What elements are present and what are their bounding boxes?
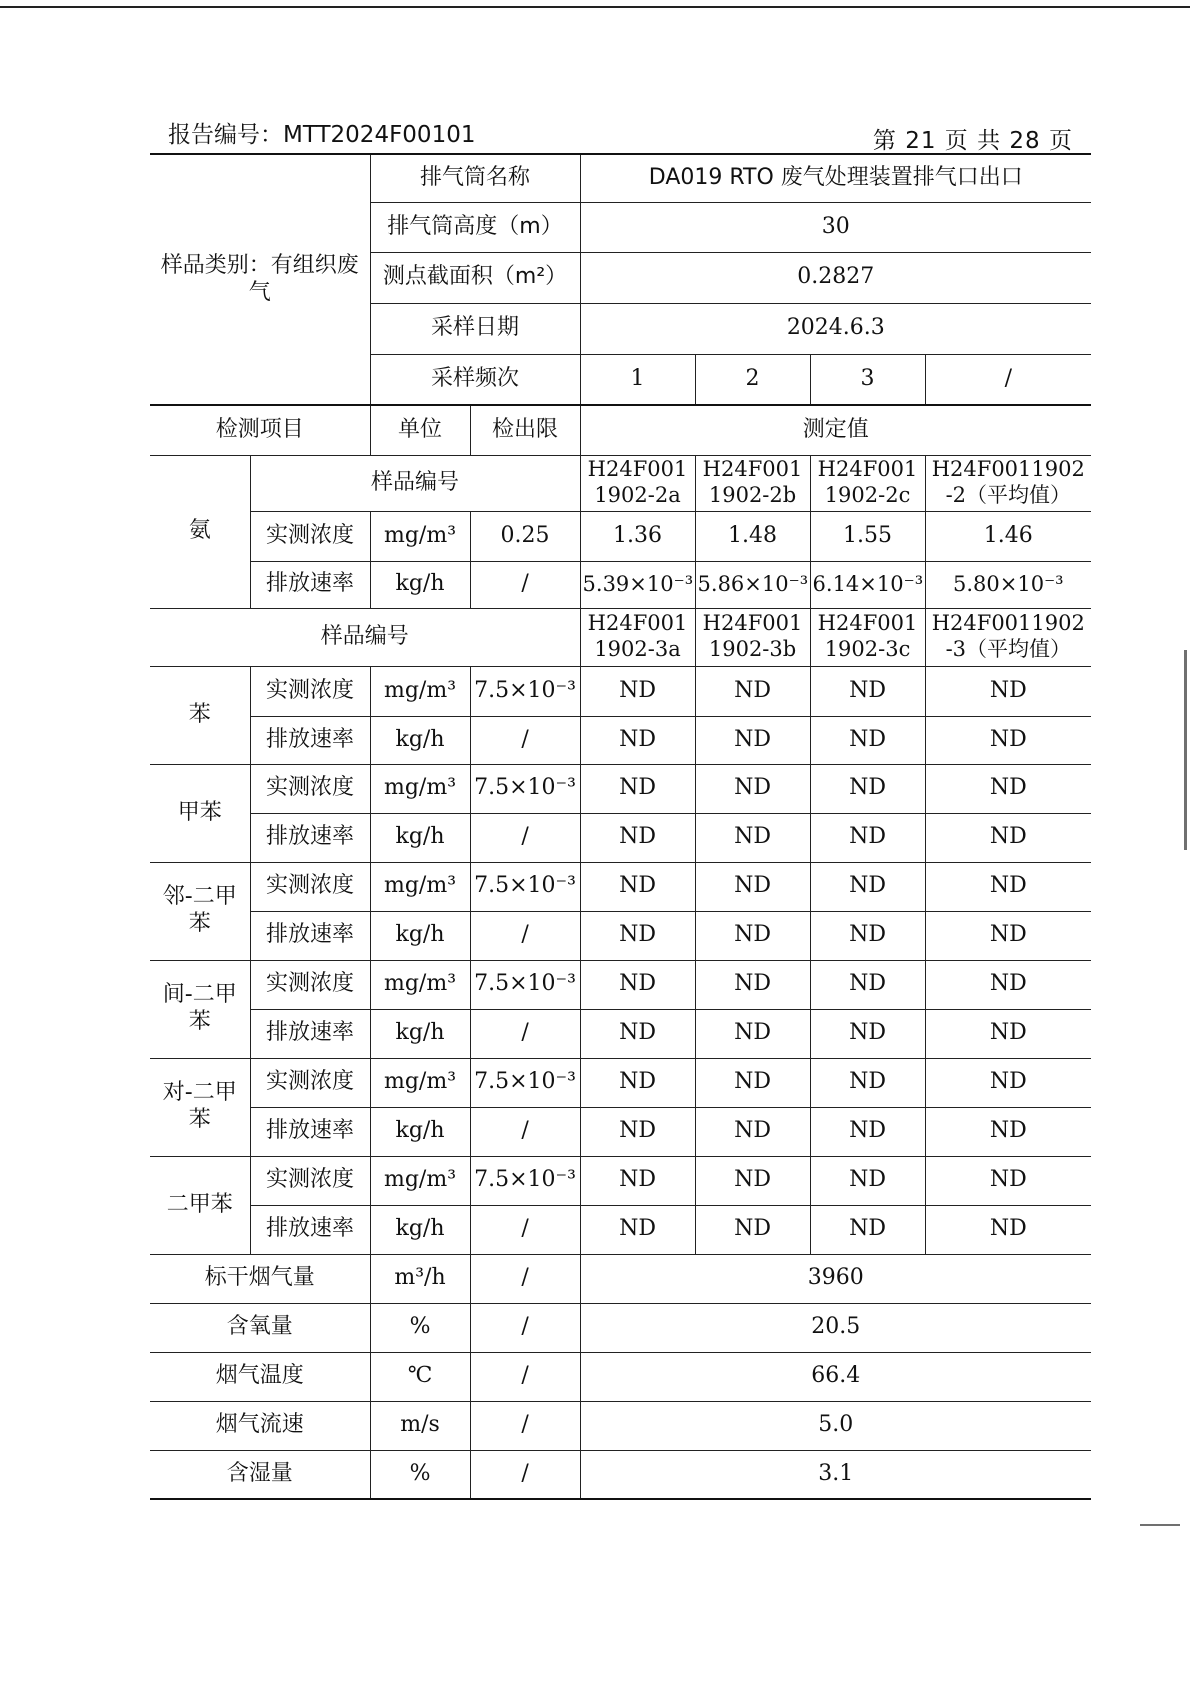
value-cell: ND <box>810 960 925 1009</box>
limit-cell: / <box>470 716 580 764</box>
report-number: 报告编号：MTT2024F00101 <box>168 122 476 148</box>
limit-cell: / <box>470 1107 580 1156</box>
value-cell: ND <box>925 666 1091 716</box>
param-row <box>150 1450 1091 1499</box>
item-name: 邻-二甲苯 <box>150 862 250 960</box>
value-cell: 1.48 <box>695 511 810 561</box>
scan-mark <box>1140 1524 1180 1526</box>
sample-id: H24F001 1902-2c <box>810 455 925 511</box>
unit-cell: ℃ <box>370 1352 470 1401</box>
rate-label: 排放速率 <box>250 1009 370 1058</box>
sampling-date-label: 采样日期 <box>370 303 580 354</box>
sampling-date-value: 2024.6.3 <box>580 303 1091 354</box>
value-cell: ND <box>925 1009 1091 1058</box>
value-cell: ND <box>810 1156 925 1205</box>
sample-id: H24F0011902 -3（平均值） <box>925 608 1091 666</box>
unit-cell: kg/h <box>370 911 470 960</box>
unit-cell: m/s <box>370 1401 470 1450</box>
param-value: 5.0 <box>580 1401 1091 1450</box>
param-value: 20.5 <box>580 1303 1091 1352</box>
value-cell: 1.55 <box>810 511 925 561</box>
value-cell: ND <box>695 911 810 960</box>
page-number: 第 21 页 共 28 页 <box>872 128 1073 154</box>
value-cell: ND <box>810 716 925 764</box>
info-row <box>150 154 1091 202</box>
value-cell: ND <box>925 813 1091 862</box>
limit-cell: 7.5×10⁻³ <box>470 764 580 813</box>
value-cell: 1.46 <box>925 511 1091 561</box>
value-cell: ND <box>580 1058 695 1107</box>
sample-id: H24F001 1902-3c <box>810 608 925 666</box>
value-cell: ND <box>580 960 695 1009</box>
scan-mark <box>1184 650 1187 850</box>
sample-category: 样品类别：有组织废气 <box>150 154 370 405</box>
rate-label: 排放速率 <box>250 1107 370 1156</box>
rate-label: 排放速率 <box>250 561 370 608</box>
value-cell: ND <box>925 1156 1091 1205</box>
value-cell: ND <box>925 716 1091 764</box>
value-cell: ND <box>925 1205 1091 1254</box>
limit-cell: / <box>470 1205 580 1254</box>
unit-cell: mg/m³ <box>370 666 470 716</box>
unit-cell: mg/m³ <box>370 960 470 1009</box>
value-cell: ND <box>580 1156 695 1205</box>
table-row <box>150 561 1091 608</box>
value-cell: ND <box>580 1205 695 1254</box>
rate-label: 排放速率 <box>250 813 370 862</box>
rate-label: 排放速率 <box>250 911 370 960</box>
scan-top-edge <box>0 6 1190 8</box>
param-value: 66.4 <box>580 1352 1091 1401</box>
limit-cell: / <box>470 911 580 960</box>
param-value: 3960 <box>580 1254 1091 1303</box>
value-cell: ND <box>580 911 695 960</box>
param-row <box>150 1303 1091 1352</box>
unit-cell: % <box>370 1303 470 1352</box>
value-cell: ND <box>925 1107 1091 1156</box>
value-cell: ND <box>810 1107 925 1156</box>
limit-cell: 7.5×10⁻³ <box>470 1156 580 1205</box>
value-cell: ND <box>695 813 810 862</box>
unit-cell: kg/h <box>370 1205 470 1254</box>
unit-cell: mg/m³ <box>370 1058 470 1107</box>
value-cell: 5.86×10⁻³ <box>695 561 810 608</box>
item-name: 对-二甲苯 <box>150 1058 250 1156</box>
sample-id: H24F001 1902-2b <box>695 455 810 511</box>
limit-cell: 7.5×10⁻³ <box>470 960 580 1009</box>
item-name: 甲苯 <box>150 764 250 862</box>
value-cell: ND <box>580 1107 695 1156</box>
rate-label: 排放速率 <box>250 1205 370 1254</box>
section-area-label: 测点截面积（m²） <box>370 252 580 303</box>
page-header <box>168 116 1073 156</box>
sample-id: H24F001 1902-3b <box>695 608 810 666</box>
sample-id: H24F001 1902-2a <box>580 455 695 511</box>
unit-cell: m³/h <box>370 1254 470 1303</box>
sample-no-label: 样品编号 <box>250 455 580 511</box>
conc-label: 实测浓度 <box>250 1156 370 1205</box>
value-cell: ND <box>810 911 925 960</box>
table-row <box>150 1058 1091 1107</box>
value-cell: ND <box>810 764 925 813</box>
table-row <box>150 1156 1091 1205</box>
limit-cell: / <box>470 1254 580 1303</box>
limit-cell: / <box>470 1352 580 1401</box>
value-cell: 1.36 <box>580 511 695 561</box>
value-cell: ND <box>695 764 810 813</box>
table-row <box>150 608 1091 666</box>
value-cell: ND <box>695 960 810 1009</box>
stack-height-value: 30 <box>580 202 1091 252</box>
value-cell: ND <box>925 862 1091 911</box>
param-label: 含氧量 <box>150 1303 370 1352</box>
column-header-row <box>150 405 1091 455</box>
unit-cell: mg/m³ <box>370 764 470 813</box>
stack-name-value: DA019 RTO 废气处理装置排气口出口 <box>580 154 1091 202</box>
value-cell: ND <box>810 1009 925 1058</box>
value-cell: ND <box>810 1058 925 1107</box>
value-cell: ND <box>810 1205 925 1254</box>
stack-height-label: 排气筒高度（m） <box>370 202 580 252</box>
value-cell: ND <box>810 813 925 862</box>
value-cell: ND <box>925 764 1091 813</box>
freq-cell: / <box>925 354 1091 405</box>
table-row <box>150 511 1091 561</box>
limit-cell: / <box>470 813 580 862</box>
param-label: 含湿量 <box>150 1450 370 1499</box>
param-label: 标干烟气量 <box>150 1254 370 1303</box>
value-cell: 5.39×10⁻³ <box>580 561 695 608</box>
unit-cell: kg/h <box>370 716 470 764</box>
unit-cell: kg/h <box>370 1107 470 1156</box>
value-cell: ND <box>695 666 810 716</box>
limit-cell: / <box>470 561 580 608</box>
param-row <box>150 1401 1091 1450</box>
freq-cell: 3 <box>810 354 925 405</box>
col-value: 测定值 <box>580 405 1091 455</box>
col-item: 检测项目 <box>150 405 370 455</box>
conc-label: 实测浓度 <box>250 1058 370 1107</box>
limit-cell: / <box>470 1303 580 1352</box>
unit-cell: mg/m³ <box>370 1156 470 1205</box>
value-cell: ND <box>695 1009 810 1058</box>
table-row <box>150 813 1091 862</box>
param-row <box>150 1352 1091 1401</box>
param-value: 3.1 <box>580 1450 1091 1499</box>
value-cell: ND <box>810 862 925 911</box>
unit-cell: mg/m³ <box>370 862 470 911</box>
value-cell: ND <box>925 960 1091 1009</box>
conc-label: 实测浓度 <box>250 666 370 716</box>
section-area-value: 0.2827 <box>580 252 1091 303</box>
sample-id: H24F0011902 -2（平均值） <box>925 455 1091 511</box>
value-cell: ND <box>695 1205 810 1254</box>
limit-cell: 0.25 <box>470 511 580 561</box>
col-unit: 单位 <box>370 405 470 455</box>
freq-cell: 1 <box>580 354 695 405</box>
value-cell: ND <box>580 764 695 813</box>
item-name: 氨 <box>150 455 250 608</box>
item-name: 二甲苯 <box>150 1156 250 1254</box>
value-cell: ND <box>925 1058 1091 1107</box>
table-row <box>150 455 1091 511</box>
value-cell: ND <box>695 1058 810 1107</box>
value-cell: ND <box>580 862 695 911</box>
value-cell: ND <box>580 813 695 862</box>
value-cell: ND <box>695 716 810 764</box>
limit-cell: / <box>470 1450 580 1499</box>
table-row <box>150 716 1091 764</box>
table-row <box>150 1205 1091 1254</box>
value-cell: ND <box>695 1156 810 1205</box>
limit-cell: 7.5×10⁻³ <box>470 862 580 911</box>
value-cell: ND <box>810 666 925 716</box>
item-name: 苯 <box>150 666 250 764</box>
freq-cell: 2 <box>695 354 810 405</box>
table-row <box>150 1009 1091 1058</box>
item-name: 间-二甲苯 <box>150 960 250 1058</box>
table-row <box>150 1107 1091 1156</box>
limit-cell: 7.5×10⁻³ <box>470 1058 580 1107</box>
value-cell: ND <box>580 666 695 716</box>
unit-cell: kg/h <box>370 813 470 862</box>
limit-cell: 7.5×10⁻³ <box>470 666 580 716</box>
value-cell: ND <box>695 862 810 911</box>
table-row <box>150 764 1091 813</box>
sample-no-label: 样品编号 <box>150 608 580 666</box>
table-row <box>150 960 1091 1009</box>
col-limit: 检出限 <box>470 405 580 455</box>
value-cell: 6.14×10⁻³ <box>810 561 925 608</box>
unit-cell: kg/h <box>370 1009 470 1058</box>
sampling-freq-label: 采样频次 <box>370 354 580 405</box>
param-label: 烟气温度 <box>150 1352 370 1401</box>
table-row <box>150 666 1091 716</box>
conc-label: 实测浓度 <box>250 960 370 1009</box>
limit-cell: / <box>470 1401 580 1450</box>
sample-id: H24F001 1902-3a <box>580 608 695 666</box>
conc-label: 实测浓度 <box>250 511 370 561</box>
value-cell: 5.80×10⁻³ <box>925 561 1091 608</box>
table-row <box>150 862 1091 911</box>
conc-label: 实测浓度 <box>250 862 370 911</box>
param-label: 烟气流速 <box>150 1401 370 1450</box>
stack-name-label: 排气筒名称 <box>370 154 580 202</box>
limit-cell: / <box>470 1009 580 1058</box>
value-cell: ND <box>580 1009 695 1058</box>
unit-cell: % <box>370 1450 470 1499</box>
monitoring-report-table <box>150 153 1091 1500</box>
unit-cell: kg/h <box>370 561 470 608</box>
param-row <box>150 1254 1091 1303</box>
value-cell: ND <box>580 716 695 764</box>
rate-label: 排放速率 <box>250 716 370 764</box>
table-row <box>150 911 1091 960</box>
value-cell: ND <box>925 911 1091 960</box>
unit-cell: mg/m³ <box>370 511 470 561</box>
value-cell: ND <box>695 1107 810 1156</box>
conc-label: 实测浓度 <box>250 764 370 813</box>
